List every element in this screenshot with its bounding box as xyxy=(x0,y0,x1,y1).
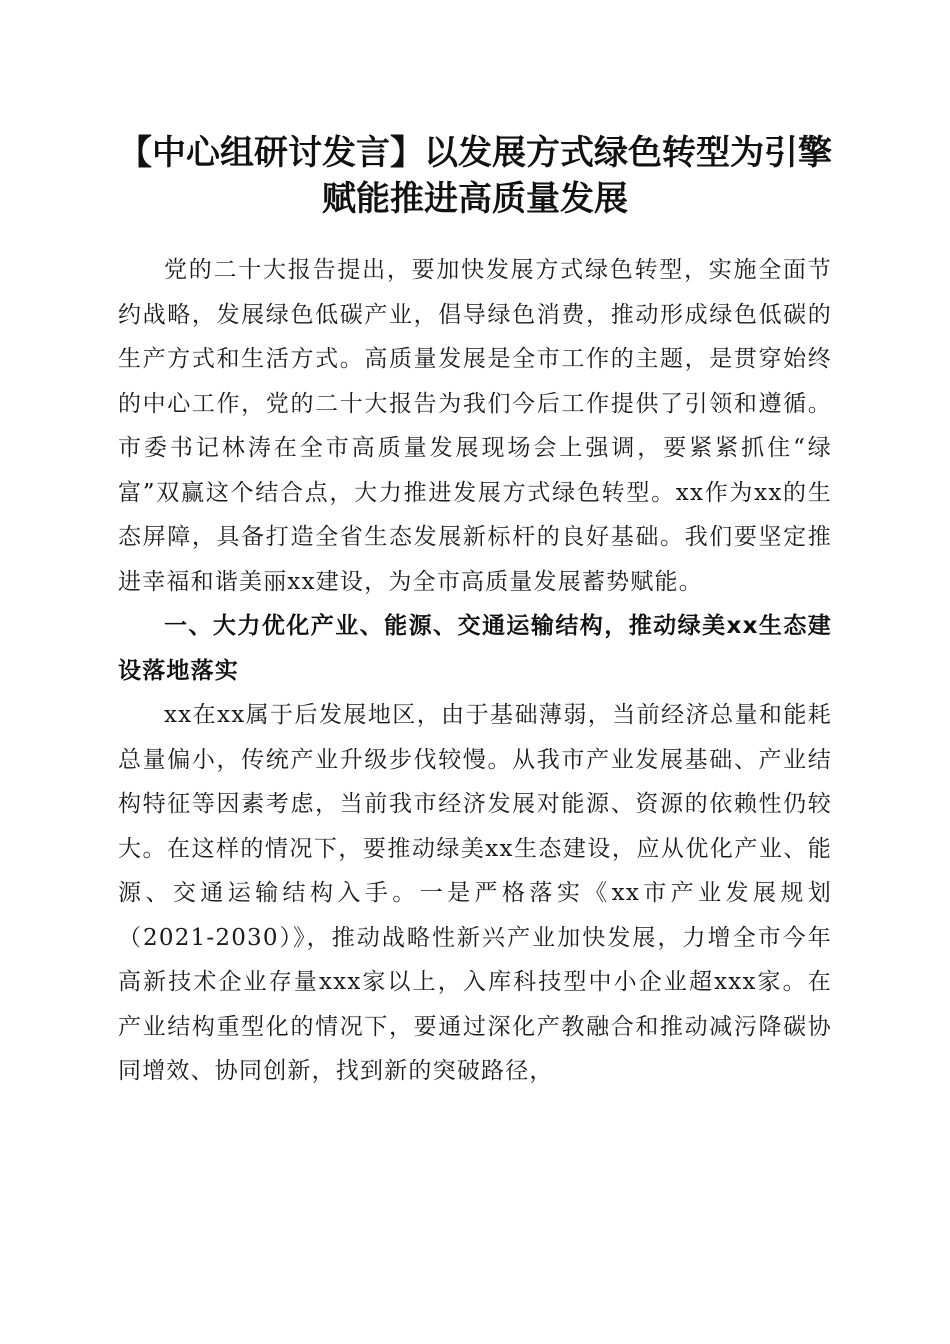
document-body xyxy=(118,248,832,1094)
section-1-paragraph: xx在xx属于后发展地区，由于基础薄弱，当前经济总量和能耗总量偏小，传统产业升级步伐较慢。从我市产业发展基础、产业结构特征等因素考虑，当前我市经济发展对能源、资源的依赖性仍较大。在这样的情况下，要推动绿美xx生态建设，应从优化产业、能源、交通运输结构入手。一是严格落实《xx市产业发展规划（2021-2030）》，推动战略性新兴产业加快发展，力增全市今年高新技术企业存量xxx家以上，入库科技型中小企业超xxx家。在产业结构重型化的情况下，要通过深化产教融合和推动减污降碳协同增效、协同创新，找到新的突破路径， xyxy=(118,702,832,1084)
document-title: 【中心组研讨发言】以发展方式绿色转型为引擎赋能推进高质量发展 xyxy=(118,133,832,219)
section-1-heading: 一、大力优化产业、能源、交通运输结构，推动绿美xx生态建设落地落实 xyxy=(118,613,832,684)
intro-paragraph: 党的二十大报告提出，要加快发展方式绿色转型，实施全面节约战略，发展绿色低碳产业，倡导绿色消费，推动形成绿色低碳的生产方式和生活方式。高质量发展是全市工作的主题，是贯穿始终的中心工作，党的二十大报告为我们今后工作提供了引领和遵循。市委书记林涛在全市高质量发展现场会上强调，要紧紧抓住“绿富”双赢这个结合点，大力推进发展方式绿色转型。xx作为xx的生态屏障，具备打造全省生态发展新标杆的良好基础。我们要坚定推进幸福和谐美丽xx建设，为全市高质量发展蓄势赋能。 xyxy=(118,257,832,595)
